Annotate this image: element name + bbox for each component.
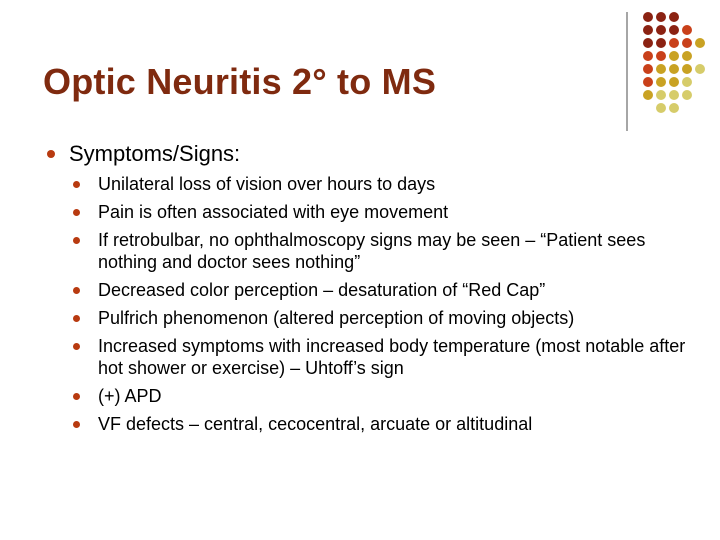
decorative-dot — [669, 64, 679, 74]
decorative-dot — [656, 25, 666, 35]
decorative-dot — [669, 38, 679, 48]
decorative-dot — [669, 12, 679, 22]
decorative-dot — [669, 51, 679, 61]
decorative-dot — [643, 90, 653, 100]
decorative-dot — [682, 77, 692, 87]
sub-bullet-item — [44, 307, 704, 329]
sub-bullet-item — [44, 279, 704, 301]
sub-bullet-list — [44, 173, 704, 435]
bullet-dot-icon — [73, 209, 80, 216]
decorative-dot — [682, 38, 692, 48]
sub-bullet-item — [44, 229, 704, 273]
sub-bullet-text: Pain is often associated with eye movement — [98, 202, 449, 222]
sub-bullet-item — [44, 173, 704, 195]
decorative-dot — [669, 77, 679, 87]
sub-bullet-text: (+) APD — [98, 386, 162, 406]
sub-bullet-item — [44, 335, 704, 379]
decorative-dot — [656, 90, 666, 100]
decorative-dot — [682, 90, 692, 100]
decorative-dot — [656, 38, 666, 48]
decorative-dot — [682, 25, 692, 35]
slide-body — [44, 140, 704, 441]
decorative-dot — [669, 25, 679, 35]
decorative-dot — [643, 64, 653, 74]
bullet-dot-icon — [73, 287, 80, 294]
decorative-dot — [643, 51, 653, 61]
decorative-dot — [682, 51, 692, 61]
decorative-dot — [695, 38, 705, 48]
decorative-dot — [643, 25, 653, 35]
decorative-dot — [669, 103, 679, 113]
decorative-dot — [669, 90, 679, 100]
bullet-dot-icon — [73, 343, 80, 350]
sub-bullet-item — [44, 385, 704, 407]
slide-title: Optic Neuritis 2° to MS — [43, 61, 437, 102]
sub-bullet-text: Pulfrich phenomenon (altered perception of moving objects) — [98, 308, 575, 328]
decorative-dot — [695, 64, 705, 74]
sub-bullet-text: Decreased color perception – desaturation of “Red Cap” — [98, 280, 546, 300]
main-bullet-text: Symptoms/Signs: — [69, 141, 241, 166]
bullet-dot-icon — [73, 315, 80, 322]
bullet-dot-icon — [73, 181, 80, 188]
sub-bullet-text: VF defects – central, cecocentral, arcuate or altitudinal — [98, 414, 533, 434]
sub-bullet-text: If retrobulbar, no ophthalmoscopy signs may be seen – “Patient sees nothing and doctor sees nothing” — [98, 230, 646, 272]
sub-bullet-item — [44, 413, 704, 435]
decorative-dot — [656, 64, 666, 74]
decorative-dot — [643, 12, 653, 22]
decorative-dot — [682, 64, 692, 74]
decorative-dot — [656, 51, 666, 61]
main-bullet — [44, 140, 704, 168]
decorative-dot — [643, 77, 653, 87]
bullet-dot-icon — [47, 150, 55, 158]
decorative-dot — [656, 12, 666, 22]
decorative-dot — [643, 38, 653, 48]
sub-bullet-item — [44, 201, 704, 223]
decorative-dot — [656, 103, 666, 113]
vertical-divider — [626, 12, 628, 131]
bullet-dot-icon — [73, 421, 80, 428]
sub-bullet-text: Unilateral loss of vision over hours to days — [98, 174, 436, 194]
decorative-dot — [656, 77, 666, 87]
bullet-dot-icon — [73, 393, 80, 400]
bullet-dot-icon — [73, 237, 80, 244]
sub-bullet-text: Increased symptoms with increased body temperature (most notable after hot shower or exercise) – Uhtoff’s sign — [98, 336, 686, 378]
